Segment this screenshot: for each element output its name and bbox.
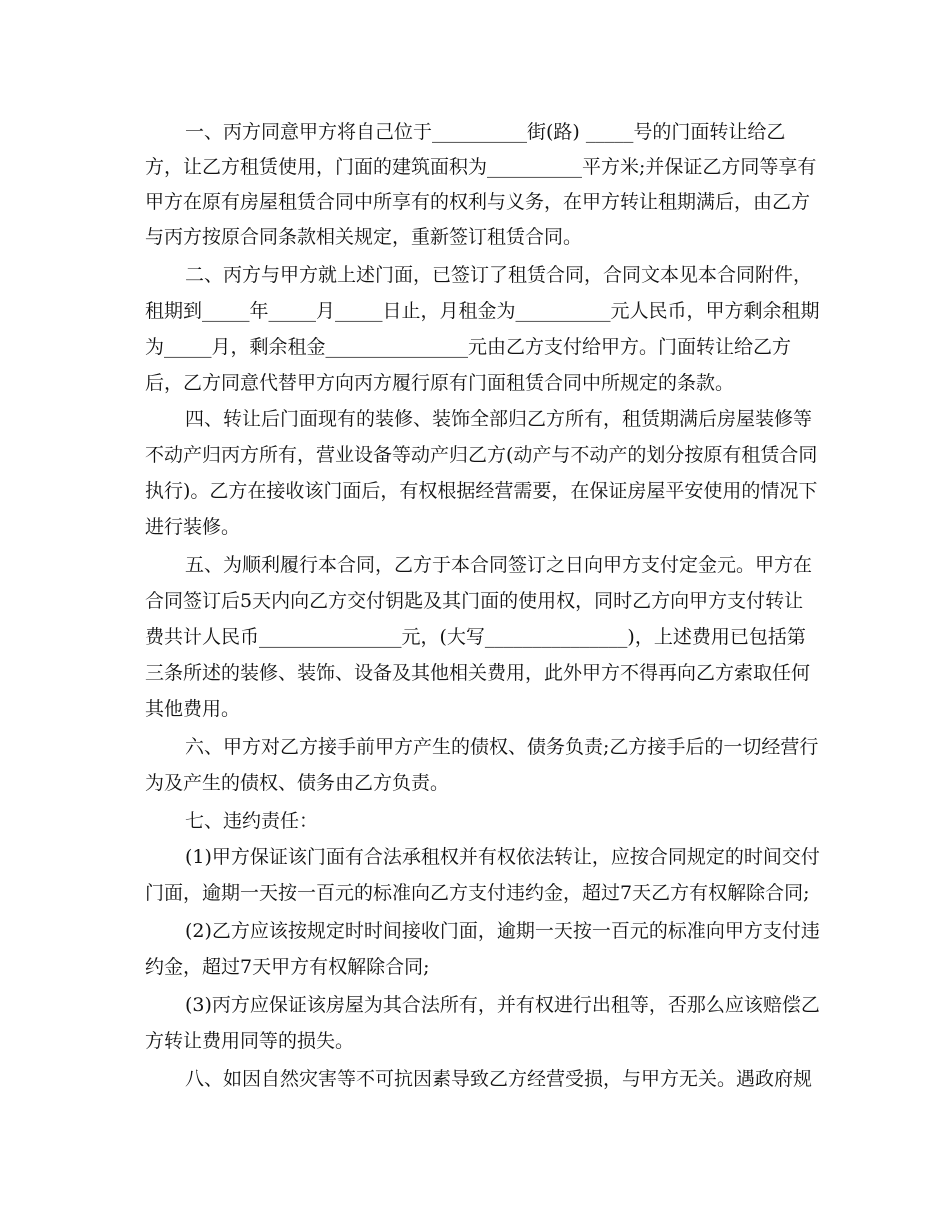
paragraph-7-line-1: (1)甲方保证该门面有合法承租权并有权依法转让，应按合同规定的时间交付	[185, 846, 820, 868]
paragraph-5-line-1: 六、甲方对乙方接手前甲方产生的债权、债务负责;乙方接手后的一切经营行	[185, 736, 819, 758]
paragraph-10-line-1: 八、如因自然灾害等不可抗因素导致乙方经营受损，与甲方无关。遇政府规	[185, 1068, 813, 1090]
paragraph-3-line-2: 不动产归丙方所有，营业设备等动产归乙方(动产与不动产的划分按原有租赁合同	[145, 444, 818, 466]
paragraph-4-line-5: 其他费用。	[145, 698, 241, 720]
paragraph-3-line-3: 执行)。乙方在接收该门面后，有权根据经营需要，在保证房屋平安使用的情况下	[145, 480, 818, 502]
paragraph-9-line-1: (3)丙方应保证该房屋为其合法所有，并有权进行出租等，否那么应该赔偿乙	[185, 994, 820, 1016]
paragraph-9-line-2: 方转让费用同等的损失。	[145, 1030, 355, 1052]
paragraph-8-line-1: (2)乙方应该按规定时时间接收门面，逾期一天按一百元的标准向甲方支付违	[185, 920, 820, 942]
paragraph-6-line-1: 七、违约责任：	[185, 810, 319, 832]
paragraph-1-line-1: 一、丙方同意甲方将自己位于__________街(路) _____号的门面转让给乙	[185, 121, 786, 143]
paragraph-3-line-1: 四、转让后门面现有的装修、装饰全部归乙方所有，租赁期满后房屋装修等	[185, 408, 813, 430]
paragraph-4-line-1: 五、为顺利履行本合同，乙方于本合同签订之日向甲方支付定金元。甲方在	[185, 554, 813, 576]
paragraph-4-line-4: 三条所述的装修、装饰、设备及其他相关费用，此外甲方不得再向乙方索取任何	[145, 662, 811, 684]
paragraph-2-line-4: 后，乙方同意代替甲方向丙方履行原有门面租赁合同中所规定的条款。	[145, 372, 735, 394]
paragraph-2-line-1: 二、丙方与甲方就上述门面，已签订了租赁合同，合同文本见本合同附件，	[185, 264, 813, 286]
paragraph-1-line-4: 与丙方按原合同条款相关规定，重新签订租赁合同。	[145, 226, 583, 248]
paragraph-5-line-2: 为及产生的债权、债务由乙方负责。	[145, 772, 450, 794]
paragraph-2-line-2: 租期到_____年_____月_____日止，月租金为__________元人民币，甲方剩余租期	[145, 300, 820, 322]
paragraph-4-line-2: 合同签订后5天内向乙方交付钥匙及其门面的使用权，同时乙方向甲方支付转让	[145, 590, 804, 612]
paragraph-2-line-3: 为_____月，剩余租金_______________元由乙方支付给甲方。门面转让给乙方	[145, 336, 792, 358]
paragraph-4-line-3: 费共计人民币_______________元，(大写_______________)，上述费用已包括第	[145, 626, 806, 648]
paragraph-8-line-2: 约金，超过7天甲方有权解除合同;	[145, 956, 430, 978]
paragraph-1-line-2: 方，让乙方租赁使用，门面的建筑面积为__________平方米;并保证乙方同等享有	[145, 156, 817, 178]
paragraph-7-line-2: 门面，逾期一天按一百元的标准向乙方支付违约金，超过7天乙方有权解除合同;	[145, 882, 810, 904]
paragraph-3-line-4: 进行装修。	[145, 516, 241, 538]
paragraph-1-line-3: 甲方在原有房屋租赁合同中所享有的权利与义务，在甲方转让租期满后，由乙方	[145, 191, 811, 213]
